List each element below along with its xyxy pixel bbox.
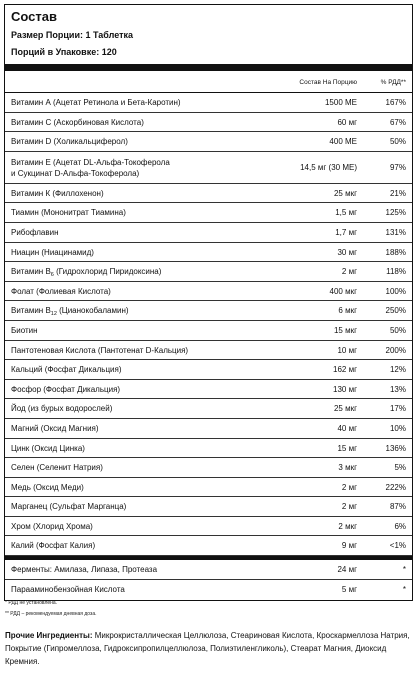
table-row (5, 243, 412, 263)
nutrient-dv: 200% (385, 345, 406, 355)
footnote-no-dv: * РДД не установлена. (5, 600, 58, 606)
dv-column-header: % РДД** (380, 79, 406, 86)
nutrient-dv: * (402, 565, 406, 575)
other-actives-table (5, 560, 412, 600)
nutrient-name: Витамин С (Аскорбиновая Кислота) (11, 117, 144, 127)
nutrient-name: Цинк (Оксид Цинка) (11, 443, 85, 453)
nutrient-subscript: 6 (50, 272, 54, 279)
nutrient-name: Ниацин (Ниацинамид) (11, 247, 94, 257)
nutrient-dv: 21% (389, 188, 406, 198)
nutrient-name: Витамин К (Филлохенон) (11, 188, 104, 198)
facts-title: Состав (11, 9, 57, 24)
nutrient-name: Фосфор (Фосфат Дикальция) (11, 384, 121, 394)
table-row (5, 536, 412, 556)
nutrient-name-part: (Цианокобаламин) (56, 306, 129, 316)
nutrient-name-part: (Гидрохлорид Пиридоксина) (53, 267, 162, 277)
nutrient-dv: 136% (385, 443, 406, 453)
nutrient-dv: 13% (389, 384, 406, 394)
nutrient-dv: 125% (385, 208, 406, 218)
nutrient-dv: <1% (389, 541, 406, 551)
amount-column-header: Состав На Порцию (299, 79, 357, 86)
nutrient-amount: 14,5 мг (30 МЕ) (300, 162, 357, 172)
other-ingredients (5, 629, 413, 668)
other-ingredients-text: Микрокристаллическая Целлюлоза, Стеариновая Кислота, Кроскармеллоза Натрия, Покрытие (Гипромеллоза, Гидроксипропилцеллюлоза, Полиэтиленгликоль), Стеарат Магния, Диоксид Кремния. (5, 631, 410, 666)
table-row (5, 223, 412, 243)
nutrient-name: Медь (Оксид Меди) (11, 482, 84, 492)
nutrient-name-part: Витамин B (11, 267, 51, 277)
nutrient-name: Фолат (Фолиевая Кислота) (11, 286, 111, 296)
nutrient-dv: 12% (389, 365, 406, 375)
nutrient-amount: 2 мг (341, 502, 357, 512)
nutrient-dv: 6% (394, 521, 406, 531)
nutrient-name: Магний (Оксид Магния) (11, 423, 99, 433)
nutrient-name: Пантотеновая Кислота (Пантотенат D-Кальция) (11, 345, 189, 355)
table-row (5, 399, 412, 419)
nutrient-amount: 10 мг (337, 345, 357, 355)
nutrient-name (11, 157, 170, 179)
nutrient-amount: 60 мг (337, 117, 357, 127)
nutrient-subscript: 12 (50, 311, 57, 318)
nutrient-amount: 25 мкг (333, 404, 357, 414)
nutrient-name-part: Витамин B (11, 306, 51, 316)
table-row (5, 380, 412, 400)
nutrient-amount: 2 мкг (338, 521, 357, 531)
nutrient-name: Рибофлавин (11, 227, 59, 237)
nutrient-name (11, 267, 161, 277)
serving-size: Размер Порции: 1 Таблетка (11, 30, 133, 40)
nutrient-dv: 118% (386, 267, 406, 277)
nutrient-amount: 30 мг (337, 247, 357, 257)
table-row (5, 321, 412, 341)
nutrient-name-line: Витамин Е (Ацетат DL-Альфа-Токоферола (11, 157, 170, 167)
nutrient-name: Парааминобензойная Кислота (11, 585, 125, 595)
nutrient-dv: 17% (389, 404, 406, 414)
nutrient-amount: 15 мкг (333, 325, 357, 335)
nutrient-amount: 15 мг (337, 443, 357, 453)
table-row (5, 301, 412, 321)
table-row (5, 203, 412, 223)
nutrient-name: Витамин D (Холикальциферол) (11, 137, 128, 147)
nutrient-dv: 50% (389, 325, 406, 335)
nutrient-dv: 97% (389, 162, 406, 172)
table-row (5, 360, 412, 380)
nutrient-amount: 162 мг (333, 365, 357, 375)
table-row (5, 580, 412, 600)
table-row (5, 132, 412, 152)
header-divider (5, 64, 412, 71)
nutrient-name: Витамин А (Ацетат Ретинола и Бета-Каротин) (11, 98, 181, 107)
nutrient-dv: 222% (385, 482, 406, 492)
nutrient-amount: 1500 МЕ (324, 98, 357, 107)
nutrient-dv: 131% (385, 227, 406, 237)
table-row (5, 458, 412, 478)
table-row (5, 419, 412, 439)
nutrient-amount: 24 мг (337, 565, 357, 575)
table-row (5, 517, 412, 537)
nutrient-name: Тиамин (Мононитрат Тиамина) (11, 208, 126, 218)
nutrient-dv: 10% (389, 423, 406, 433)
nutrient-dv: 50% (389, 137, 406, 147)
column-header-row (5, 71, 412, 93)
nutrient-amount: 6 мкг (338, 306, 357, 316)
nutrient-dv: 87% (389, 502, 406, 512)
nutrient-dv: 100% (385, 286, 406, 296)
table-row (5, 262, 412, 282)
nutrient-name: Хром (Хлорид Хрома) (11, 521, 93, 531)
nutrient-amount: 9 мг (341, 541, 357, 551)
table-row (5, 152, 412, 184)
nutrient-name: Селен (Селенит Натрия) (11, 463, 103, 473)
table-row (5, 282, 412, 302)
nutrient-dv: 188% (385, 247, 406, 257)
facts-header (5, 5, 412, 59)
nutrient-name: Марганец (Сульфат Марганца) (11, 502, 127, 512)
nutrient-amount: 1,7 мг (335, 227, 357, 237)
nutrient-amount: 25 мкг (333, 188, 357, 198)
table-row (5, 497, 412, 517)
nutrient-dv: 67% (389, 117, 406, 127)
nutrient-name (11, 306, 129, 316)
supplement-facts-panel (4, 4, 413, 601)
table-row (5, 560, 412, 580)
nutrient-dv: * (402, 585, 406, 595)
table-row (5, 439, 412, 459)
other-ingredients-label: Прочие Ингредиенты: (5, 631, 93, 640)
servings-per-container: Порций в Упаковке: 120 (11, 47, 117, 57)
nutrient-amount: 2 мг (341, 482, 357, 492)
table-row (5, 478, 412, 498)
nutrient-amount: 130 мг (333, 384, 357, 394)
nutrient-name-line: и Сукцинат D-Альфа-Токоферола) (11, 168, 140, 178)
nutrient-name: Биотин (11, 325, 38, 335)
nutrient-name: Ферменты: Амилаза, Липаза, Протеаза (11, 565, 158, 575)
nutrient-amount: 40 мг (337, 423, 357, 433)
nutrient-amount: 2 мг (341, 267, 357, 277)
nutrient-amount: 400 МЕ (329, 137, 357, 147)
nutrient-name: Йод (из бурых водорослей) (11, 404, 113, 414)
nutrient-dv: 250% (385, 306, 406, 316)
table-row (5, 184, 412, 204)
nutrient-name: Калий (Фосфат Калия) (11, 541, 96, 551)
nutrient-amount: 1,5 мг (335, 208, 357, 218)
nutrient-name: Кальций (Фосфат Дикальция) (11, 365, 122, 375)
footnote-rdd: ** РДД – рекомендуемая дневная доза. (5, 611, 97, 617)
nutrient-table (5, 93, 412, 556)
nutrient-dv: 167% (385, 98, 406, 107)
table-row (5, 341, 412, 361)
nutrient-amount: 3 мкг (338, 463, 357, 473)
nutrient-amount: 5 мг (341, 585, 357, 595)
nutrient-dv: 5% (394, 463, 406, 473)
table-row (5, 113, 412, 133)
nutrient-amount: 400 мкг (329, 286, 357, 296)
table-row (5, 93, 412, 113)
